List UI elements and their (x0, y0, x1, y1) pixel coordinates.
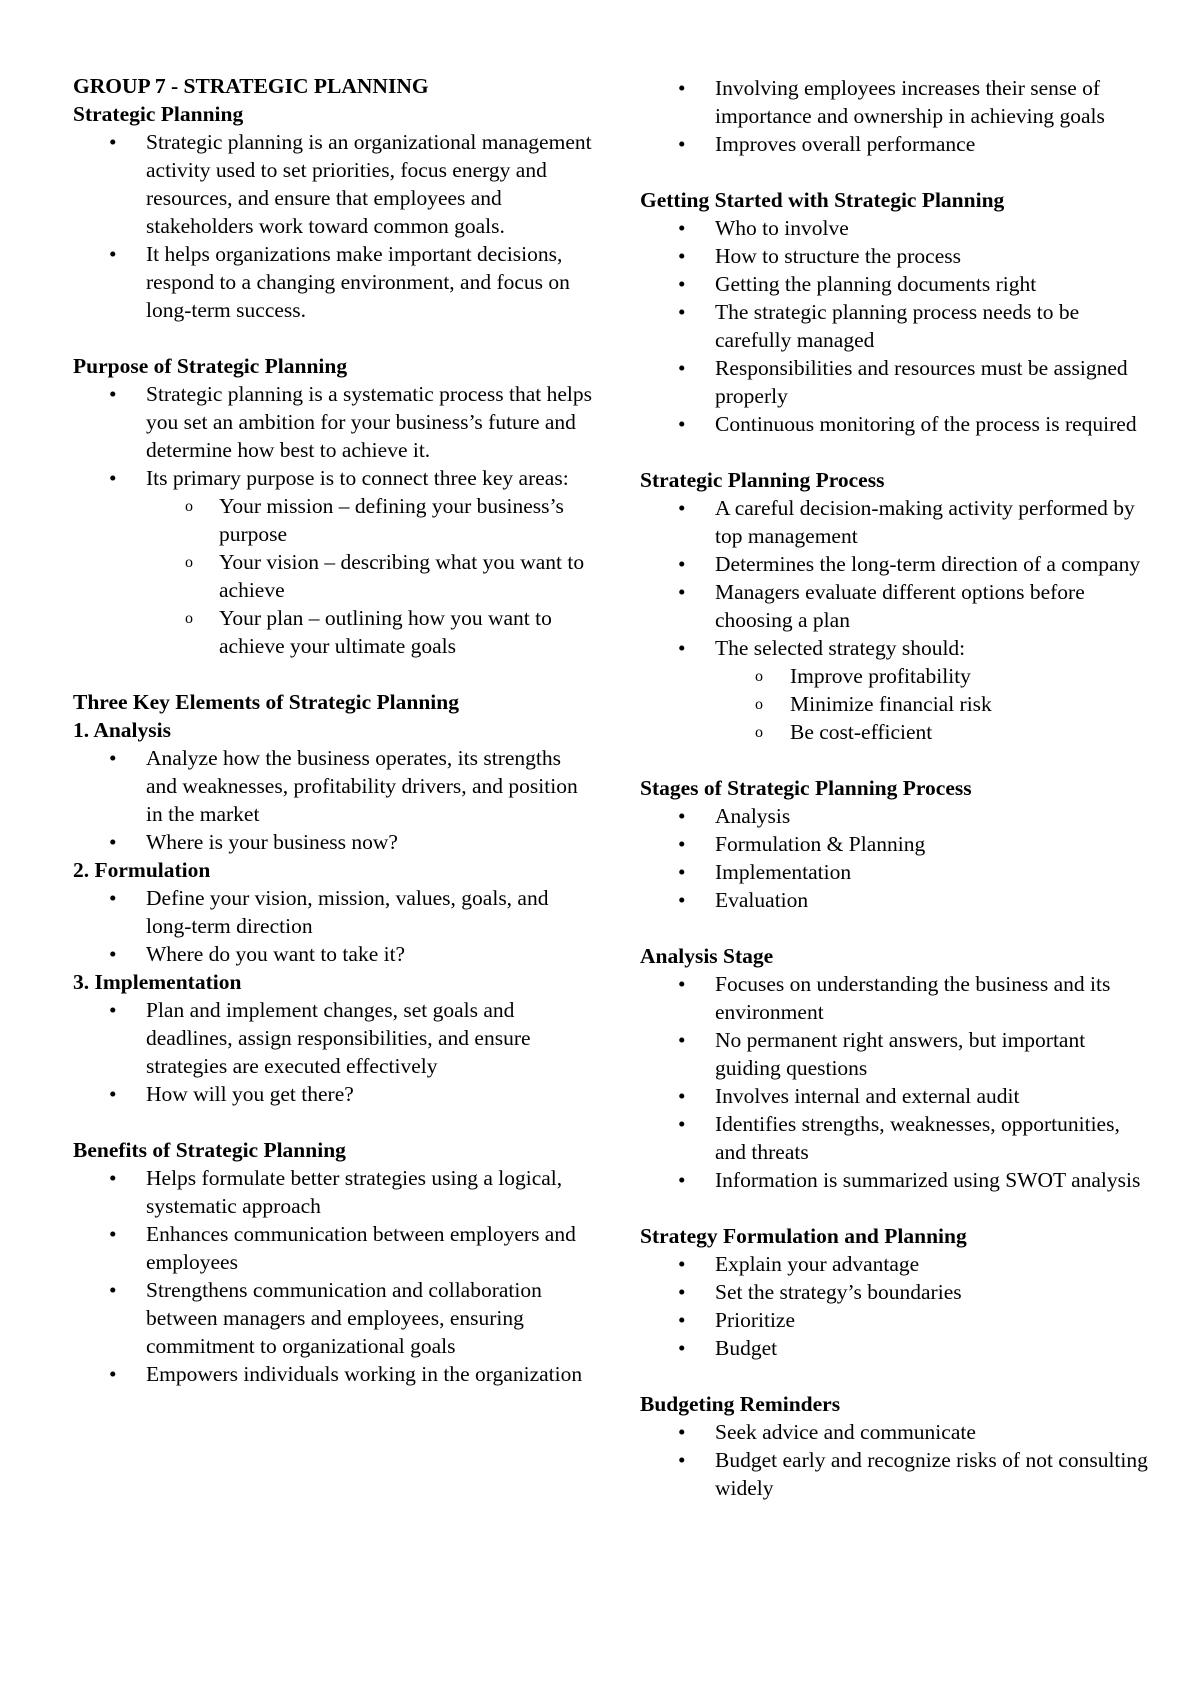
list-item: • Helps formulate better strategies using a logical, systematic approach (73, 1164, 593, 1220)
section-getting-started (640, 186, 1150, 438)
list-item: • Improves overall performance (640, 130, 1150, 158)
list-item: • Where is your business now? (73, 828, 593, 856)
section-heading: Analysis Stage (640, 944, 774, 968)
section-heading: Three Key Elements of Strategic Planning (73, 690, 459, 714)
list-item: • Seek advice and communicate (640, 1418, 1150, 1446)
section-budgeting (640, 1390, 1150, 1502)
section-formulation-planning (640, 1222, 1150, 1362)
section-heading: Purpose of Strategic Planning (73, 354, 348, 378)
list-item: • Responsibilities and resources must be assigned properly (640, 354, 1150, 410)
list-item: • Budget (640, 1334, 1150, 1362)
list-item: • A careful decision-making activity performed by top management (640, 494, 1150, 550)
section-process (640, 466, 1150, 746)
list-item: • Analysis (640, 802, 1150, 830)
list-item: • Plan and implement changes, set goals and deadlines, assign responsibilities, and ensure strategies are executed effectively (73, 996, 593, 1080)
sub-list-item: o Your plan – outlining how you want to achieve your ultimate goals (73, 604, 593, 660)
section-benefits (73, 1136, 593, 1388)
section-heading: Strategic Planning Process (640, 468, 885, 492)
section-heading: Budgeting Reminders (640, 1392, 841, 1416)
bullet-list (73, 744, 593, 856)
element-heading-formulation: 2. Formulation (73, 858, 211, 882)
list-item: • Strategic planning is an organizational management activity used to set priorities, focus energy and resources, and ensure that employees and stakeholders work toward common goals. (73, 128, 593, 240)
section-heading: Strategy Formulation and Planning (640, 1224, 967, 1248)
section-analysis-stage (640, 942, 1150, 1194)
list-item: • Getting the planning documents right (640, 270, 1150, 298)
bullet-list (73, 884, 593, 968)
bullet-list (640, 494, 1150, 662)
bullet-list (640, 970, 1150, 1194)
list-item: • Empowers individuals working in the organization (73, 1360, 593, 1388)
sub-list-item: o Your vision – describing what you want to achieve (73, 548, 593, 604)
doc-title: GROUP 7 - STRATEGIC PLANNING (73, 74, 429, 98)
bullet-list (640, 214, 1150, 438)
list-item: • How to structure the process (640, 242, 1150, 270)
bullet-list (640, 74, 1150, 158)
list-item: • Where do you want to take it? (73, 940, 593, 968)
list-item: • Prioritize (640, 1306, 1150, 1334)
list-item: • Strengthens communication and collaboration between managers and employees, ensuring commitment to organizational goals (73, 1276, 593, 1360)
list-item: • Define your vision, mission, values, goals, and long-term direction (73, 884, 593, 940)
sub-list (640, 662, 1150, 746)
sub-list (73, 492, 593, 660)
list-item: • Formulation & Planning (640, 830, 1150, 858)
section-heading: Benefits of Strategic Planning (73, 1138, 346, 1162)
left-column (73, 72, 593, 1416)
list-item: • Determines the long-term direction of a company (640, 550, 1150, 578)
element-heading-analysis: 1. Analysis (73, 718, 171, 742)
list-item: • Its primary purpose is to connect three key areas: (73, 464, 593, 492)
section-strategic-planning (73, 100, 593, 324)
list-item: • Analyze how the business operates, its strengths and weaknesses, profitability drivers, and position in the market (73, 744, 593, 828)
sub-list-item: o Be cost-efficient (640, 718, 1150, 746)
sub-list-item: o Improve profitability (640, 662, 1150, 690)
section-heading: Stages of Strategic Planning Process (640, 776, 972, 800)
list-item: • Managers evaluate different options before choosing a plan (640, 578, 1150, 634)
section-heading: Strategic Planning (73, 102, 244, 126)
list-item: • Explain your advantage (640, 1250, 1150, 1278)
section-key-elements (73, 688, 593, 1108)
sub-list-item: o Your mission – defining your business’s purpose (73, 492, 593, 548)
list-item: • The selected strategy should: (640, 634, 1150, 662)
list-item: • The strategic planning process needs to be carefully managed (640, 298, 1150, 354)
section-stages (640, 774, 1150, 914)
bullet-list (640, 1250, 1150, 1362)
list-item: • Involves internal and external audit (640, 1082, 1150, 1110)
list-item: • Focuses on understanding the business and its environment (640, 970, 1150, 1026)
sub-list-item: o Minimize financial risk (640, 690, 1150, 718)
list-item: • No permanent right answers, but important guiding questions (640, 1026, 1150, 1082)
bullet-list (640, 1418, 1150, 1502)
list-item: • Set the strategy’s boundaries (640, 1278, 1150, 1306)
list-item: • Implementation (640, 858, 1150, 886)
section-heading: Getting Started with Strategic Planning (640, 188, 1005, 212)
list-item: • Information is summarized using SWOT analysis (640, 1166, 1150, 1194)
bullet-list (73, 128, 593, 324)
list-item: • Involving employees increases their sense of importance and ownership in achieving goals (640, 74, 1150, 130)
bullet-list (640, 802, 1150, 914)
bullet-list (73, 1164, 593, 1388)
list-item: • It helps organizations make important decisions, respond to a changing environment, and focus on long-term success. (73, 240, 593, 324)
list-item: • Evaluation (640, 886, 1150, 914)
bullet-list (73, 380, 593, 492)
list-item: • How will you get there? (73, 1080, 593, 1108)
list-item: • Identifies strengths, weaknesses, opportunities, and threats (640, 1110, 1150, 1166)
list-item: • Budget early and recognize risks of not consulting widely (640, 1446, 1150, 1502)
right-column (640, 74, 1150, 1530)
list-item: • Continuous monitoring of the process is required (640, 410, 1150, 438)
section-benefits-continued (640, 74, 1150, 158)
list-item: • Strategic planning is a systematic process that helps you set an ambition for your business’s future and determine how best to achieve it. (73, 380, 593, 464)
bullet-list (73, 996, 593, 1108)
element-heading-implementation: 3. Implementation (73, 970, 242, 994)
list-item: • Enhances communication between employers and employees (73, 1220, 593, 1276)
section-purpose (73, 352, 593, 660)
list-item: • Who to involve (640, 214, 1150, 242)
